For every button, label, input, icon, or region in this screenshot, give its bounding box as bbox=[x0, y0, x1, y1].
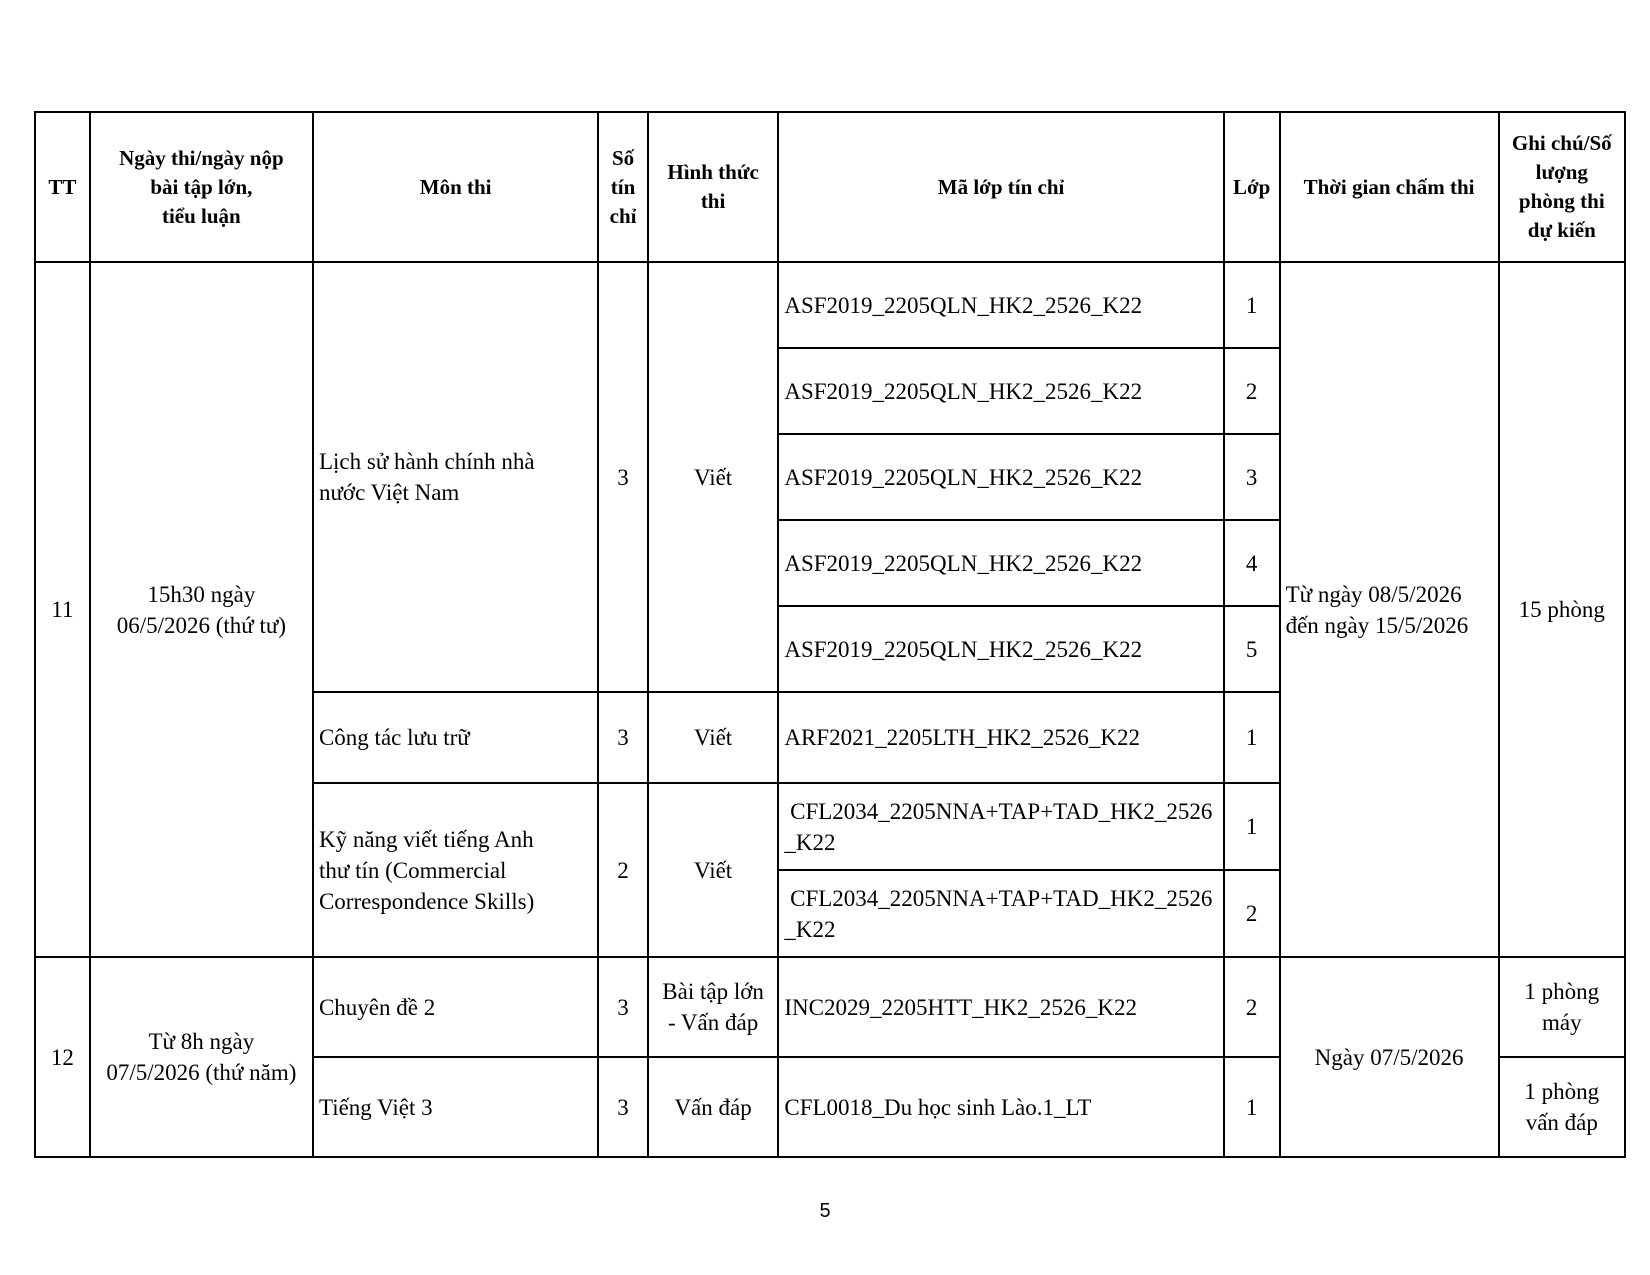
cell-subject bbox=[313, 262, 598, 692]
cell-subject: Tiếng Việt 3 bbox=[313, 1057, 598, 1157]
header-row bbox=[35, 112, 1625, 262]
cell-class-no: 2 bbox=[1224, 870, 1280, 957]
cell-tt: 11 bbox=[35, 262, 90, 957]
cell-note bbox=[1499, 957, 1625, 1057]
cell-subject: Công tác lưu trữ bbox=[313, 692, 598, 783]
cell-format: Vấn đáp bbox=[648, 1057, 779, 1157]
cell-date-line: 07/5/2026 (thứ năm) bbox=[106, 1060, 297, 1085]
cell-credits: 3 bbox=[598, 692, 647, 783]
header-subject: Môn thi bbox=[313, 112, 598, 262]
cell-class-code: INC2029_2205HTT_HK2_2526_K22 bbox=[778, 957, 1223, 1057]
cell-grading: Ngày 07/5/2026 bbox=[1280, 957, 1499, 1157]
cell-note-line: 1 phòng bbox=[1524, 1079, 1600, 1104]
header-credits bbox=[598, 112, 647, 262]
cell-format-line: Bài tập lớn bbox=[662, 979, 764, 1004]
header-credits-line: tín bbox=[610, 174, 636, 199]
header-credits-line: chỉ bbox=[609, 203, 637, 228]
cell-class-code: ARF2021_2205LTH_HK2_2526_K22 bbox=[778, 692, 1223, 783]
cell-subject-line: Correspondence Skills) bbox=[318, 888, 535, 914]
cell-format-line: - Vấn đáp bbox=[667, 1010, 759, 1035]
header-note bbox=[1499, 112, 1625, 262]
header-class-no: Lớp bbox=[1224, 112, 1280, 262]
cell-grading-line: đến ngày 15/5/2026 bbox=[1285, 612, 1469, 638]
cell-subject bbox=[313, 783, 598, 957]
cell-class-code: ASF2019_2205QLN_HK2_2526_K22 bbox=[778, 606, 1223, 692]
page-number: 5 bbox=[819, 1200, 831, 1222]
cell-class-no: 1 bbox=[1224, 783, 1280, 870]
cell-subject-line: thư tín (Commercial bbox=[318, 857, 507, 883]
header-note-line: phòng thi bbox=[1518, 189, 1605, 213]
cell-subject-line: nước Việt Nam bbox=[318, 480, 460, 505]
cell-class-code: CFL2034_2205NNA+TAP+TAD_HK2_2526_K22 bbox=[778, 870, 1223, 957]
cell-class-code: ASF2019_2205QLN_HK2_2526_K22 bbox=[778, 348, 1223, 434]
cell-note: 15 phòng bbox=[1499, 262, 1625, 957]
cell-format: Viết bbox=[648, 783, 779, 957]
cell-class-no: 2 bbox=[1224, 957, 1280, 1057]
cell-grading bbox=[1280, 262, 1499, 957]
cell-class-code: CFL0018_Du học sinh Lào.1_LT bbox=[778, 1057, 1223, 1157]
cell-class-no: 3 bbox=[1224, 434, 1280, 520]
header-grading: Thời gian chấm thi bbox=[1280, 112, 1499, 262]
cell-class-no: 2 bbox=[1224, 348, 1280, 434]
cell-subject: Chuyên đề 2 bbox=[313, 957, 598, 1057]
table-row bbox=[35, 957, 1625, 1057]
cell-date bbox=[90, 957, 313, 1157]
table-row bbox=[35, 262, 1625, 348]
cell-credits: 3 bbox=[598, 262, 647, 692]
cell-class-code: ASF2019_2205QLN_HK2_2526_K22 bbox=[778, 520, 1223, 606]
cell-class-no: 1 bbox=[1224, 262, 1280, 348]
cell-credits: 3 bbox=[598, 957, 647, 1057]
cell-format bbox=[648, 957, 779, 1057]
header-format bbox=[648, 112, 779, 262]
cell-format: Viết bbox=[648, 692, 779, 783]
cell-class-code: ASF2019_2205QLN_HK2_2526_K22 bbox=[778, 434, 1223, 520]
cell-grading-line: Từ ngày 08/5/2026 bbox=[1285, 581, 1462, 607]
cell-note-line: vấn đáp bbox=[1525, 1110, 1598, 1135]
cell-class-no: 4 bbox=[1224, 520, 1280, 606]
header-tt: TT bbox=[35, 112, 90, 262]
cell-format: Viết bbox=[648, 262, 779, 692]
header-format-line: thi bbox=[700, 189, 726, 213]
cell-date bbox=[90, 262, 313, 957]
cell-tt: 12 bbox=[35, 957, 90, 1157]
header-format-line: Hình thức bbox=[667, 160, 759, 184]
header-date-line: Ngày thi/ngày nộp bbox=[119, 145, 284, 170]
cell-class-code: ASF2019_2205QLN_HK2_2526_K22 bbox=[778, 262, 1223, 348]
cell-class-no: 1 bbox=[1224, 692, 1280, 783]
cell-date-line: Từ 8h ngày bbox=[148, 1029, 255, 1054]
cell-class-no: 1 bbox=[1224, 1057, 1280, 1157]
cell-note bbox=[1499, 1057, 1625, 1157]
header-credits-line: Số bbox=[611, 145, 635, 170]
cell-date-line: 06/5/2026 (thứ tư) bbox=[116, 612, 287, 638]
header-date-line: bài tập lớn, bbox=[150, 174, 253, 199]
header-class-code: Mã lớp tín chỉ bbox=[778, 112, 1223, 262]
cell-note-line: máy bbox=[1541, 1010, 1582, 1035]
cell-credits: 3 bbox=[598, 1057, 647, 1157]
cell-credits: 2 bbox=[598, 783, 647, 957]
cell-class-no: 5 bbox=[1224, 606, 1280, 692]
header-note-line: Ghi chú/Số bbox=[1511, 131, 1612, 155]
exam-schedule-table bbox=[34, 111, 1626, 1158]
cell-subject-line: Kỹ năng viết tiếng Anh bbox=[318, 826, 534, 852]
header-date-line: tiểu luận bbox=[161, 203, 241, 228]
header-note-line: lượng bbox=[1535, 160, 1588, 184]
cell-note-line: 1 phòng bbox=[1524, 979, 1600, 1004]
cell-class-code: CFL2034_2205NNA+TAP+TAD_HK2_2526_K22 bbox=[778, 783, 1223, 870]
cell-subject-line: Lịch sử hành chính nhà bbox=[318, 449, 535, 474]
cell-date-line: 15h30 ngày bbox=[147, 581, 256, 607]
header-note-line: dự kiến bbox=[1527, 218, 1596, 242]
header-date bbox=[90, 112, 313, 262]
